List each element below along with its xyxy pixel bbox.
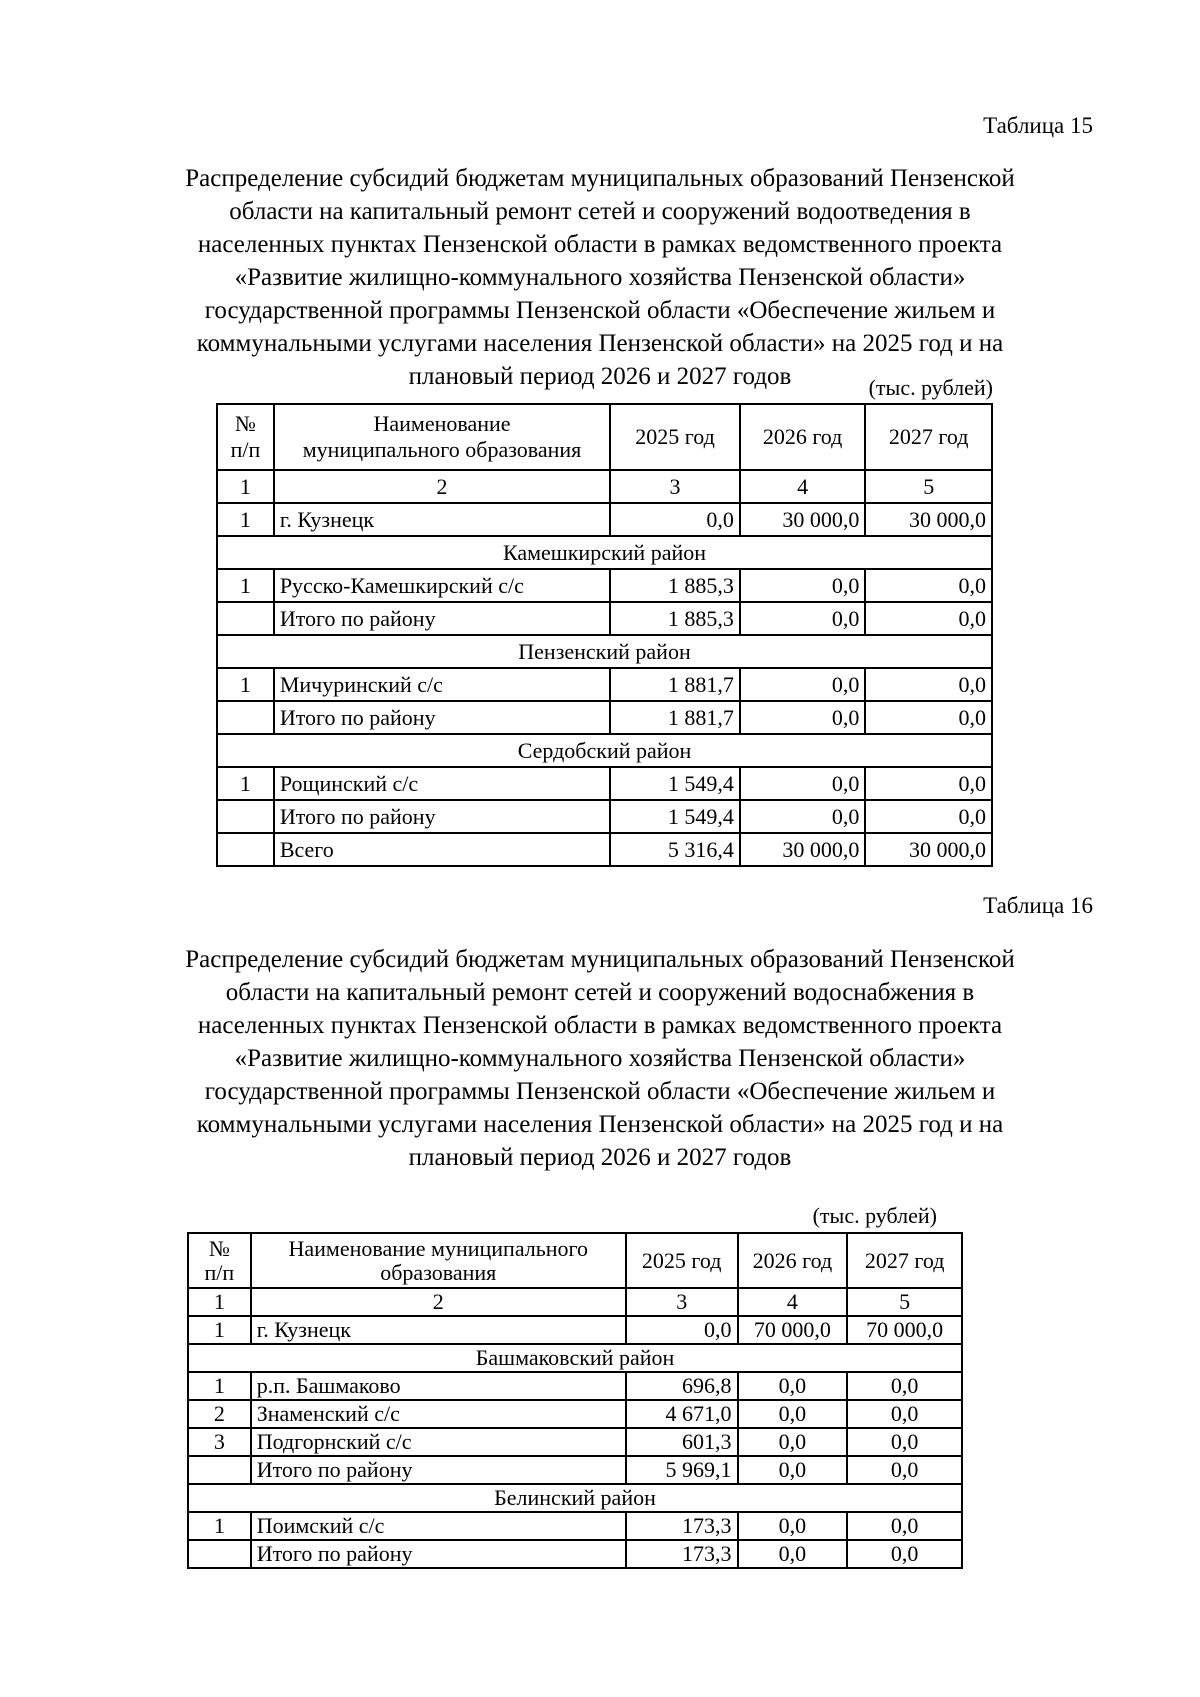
column-number-cell: 1 <box>217 470 274 503</box>
header-name: Наименование муниципального образования <box>274 404 610 470</box>
municipality-name: Поимский с/с <box>251 1512 626 1540</box>
value-2025: 173,3 <box>626 1540 738 1568</box>
table-16 <box>187 1232 963 1569</box>
header-name: Наименование муниципального образования <box>251 1233 626 1288</box>
row-number: 3 <box>188 1428 251 1456</box>
table-16-label: Таблица 16 <box>983 893 1093 918</box>
table-row <box>217 602 992 635</box>
column-number-cell: 4 <box>738 1288 848 1316</box>
title-line: «Развитие жилищно-коммунального хозяйства Пензенской области» <box>234 1045 966 1072</box>
value-2027: 0,0 <box>865 701 992 734</box>
value-2026: 0,0 <box>740 767 866 800</box>
column-number-cell: 5 <box>847 1288 962 1316</box>
table-row <box>217 503 992 536</box>
table-row <box>188 1400 962 1428</box>
column-number-cell: 5 <box>865 470 992 503</box>
row-number: 1 <box>217 503 274 536</box>
header-2025: 2025 год <box>610 404 740 470</box>
value-2027: 30 000,0 <box>865 503 992 536</box>
table-15 <box>216 403 993 867</box>
district-header-row <box>217 734 992 767</box>
table-row <box>217 800 992 833</box>
column-number-cell: 3 <box>626 1288 738 1316</box>
value-2026: 0,0 <box>740 569 866 602</box>
header-2025: 2025 год <box>626 1233 738 1288</box>
value-2027: 0,0 <box>865 668 992 701</box>
title-line: Распределение субсидий бюджетам муниципальных образований Пензенской <box>185 165 1015 192</box>
table-row <box>188 1456 962 1484</box>
table-15-body <box>217 470 992 866</box>
title-line: населенных пунктах Пензенской области в рамках ведомственного проекта <box>197 231 1003 258</box>
district-header-row <box>188 1484 962 1512</box>
value-2027: 0,0 <box>865 767 992 800</box>
title-line: плановый период 2026 и 2027 годов <box>408 363 792 390</box>
row-number: 1 <box>217 767 274 800</box>
table-row <box>217 668 992 701</box>
value-2026: 70 000,0 <box>738 1316 848 1344</box>
row-number <box>217 602 274 635</box>
value-2026: 0,0 <box>738 1400 848 1428</box>
table-row <box>188 1316 962 1344</box>
row-number: 1 <box>217 668 274 701</box>
column-number-cell: 2 <box>251 1288 626 1316</box>
value-2025: 696,8 <box>626 1372 738 1400</box>
title-line: плановый период 2026 и 2027 годов <box>408 1144 792 1171</box>
value-2026: 0,0 <box>738 1456 848 1484</box>
municipality-name: Итого по району <box>274 701 610 734</box>
value-2025: 1 881,7 <box>610 668 740 701</box>
row-number: 2 <box>188 1400 251 1428</box>
value-2027: 0,0 <box>847 1428 962 1456</box>
district-header-row <box>217 635 992 668</box>
value-2026: 0,0 <box>738 1512 848 1540</box>
header-row <box>188 1233 962 1288</box>
value-2026: 30 000,0 <box>740 503 866 536</box>
column-number-cell: 3 <box>610 470 740 503</box>
column-number-cell: 2 <box>274 470 610 503</box>
value-2026: 0,0 <box>740 800 866 833</box>
header-2026: 2026 год <box>738 1233 848 1288</box>
municipality-name: Рощинский с/с <box>274 767 610 800</box>
table-row <box>188 1540 962 1568</box>
value-2026: 0,0 <box>740 701 866 734</box>
title-line: коммунальными услугами населения Пензенской области» на 2025 год и на <box>196 330 1004 357</box>
value-2025: 4 671,0 <box>626 1400 738 1428</box>
value-2026: 0,0 <box>740 602 866 635</box>
title-line: государственной программы Пензенской области «Обеспечение жильем и <box>204 297 996 324</box>
value-2027: 0,0 <box>847 1512 962 1540</box>
value-2027: 0,0 <box>847 1456 962 1484</box>
value-2025: 5 316,4 <box>610 833 740 866</box>
column-number-cell: 1 <box>188 1288 251 1316</box>
header-2027: 2027 год <box>865 404 992 470</box>
value-2027: 0,0 <box>847 1372 962 1400</box>
title-line: коммунальными услугами населения Пензенской области» на 2025 год и на <box>196 1111 1004 1138</box>
district-header-row <box>217 536 992 569</box>
municipality-name: Итого по району <box>251 1456 626 1484</box>
municipality-name: Всего <box>274 833 610 866</box>
header-2027: 2027 год <box>847 1233 962 1288</box>
value-2025: 5 969,1 <box>626 1456 738 1484</box>
district-name: Сердобский район <box>217 734 992 767</box>
district-header-row <box>188 1344 962 1372</box>
district-name: Камешкирский район <box>217 536 992 569</box>
table-16-body <box>188 1288 962 1568</box>
header-row <box>217 404 992 470</box>
row-number <box>217 701 274 734</box>
municipality-name: г. Кузнецк <box>251 1316 626 1344</box>
value-2027: 70 000,0 <box>847 1316 962 1344</box>
header-num: № п/п <box>188 1233 251 1288</box>
municipality-name: Русско-Камешкирский с/с <box>274 569 610 602</box>
municipality-name: г. Кузнецк <box>274 503 610 536</box>
value-2025: 173,3 <box>626 1512 738 1540</box>
table-16-title <box>100 943 1100 1174</box>
value-2025: 601,3 <box>626 1428 738 1456</box>
table-row <box>217 767 992 800</box>
district-name: Белинский район <box>188 1484 962 1512</box>
header-num: № п/п <box>217 404 274 470</box>
value-2026: 0,0 <box>740 668 866 701</box>
value-2026: 0,0 <box>738 1372 848 1400</box>
table-15-title <box>100 162 1100 393</box>
row-number: 1 <box>217 569 274 602</box>
value-2025: 0,0 <box>610 503 740 536</box>
value-2026: 0,0 <box>738 1540 848 1568</box>
municipality-name: Подгорнский с/с <box>251 1428 626 1456</box>
value-2025: 1 885,3 <box>610 602 740 635</box>
row-number <box>188 1456 251 1484</box>
table-row <box>217 569 992 602</box>
value-2025: 1 885,3 <box>610 569 740 602</box>
row-number <box>188 1540 251 1568</box>
table-15-unit: (тыс. рублей) <box>868 375 993 400</box>
row-number <box>217 800 274 833</box>
value-2027: 0,0 <box>865 602 992 635</box>
column-number-row <box>188 1288 962 1316</box>
municipality-name: Итого по району <box>274 602 610 635</box>
district-name: Башмаковский район <box>188 1344 962 1372</box>
title-line: государственной программы Пензенской области «Обеспечение жильем и <box>204 1078 996 1105</box>
municipality-name: Итого по району <box>274 800 610 833</box>
table-15-label: Таблица 15 <box>983 113 1093 138</box>
row-number: 1 <box>188 1372 251 1400</box>
value-2025: 1 881,7 <box>610 701 740 734</box>
table-row <box>217 833 992 866</box>
municipality-name: Знаменский с/с <box>251 1400 626 1428</box>
table-row <box>188 1428 962 1456</box>
municipality-name: Итого по району <box>251 1540 626 1568</box>
header-2026: 2026 год <box>740 404 866 470</box>
title-line: населенных пунктах Пензенской области в рамках ведомственного проекта <box>197 1012 1003 1039</box>
table-row <box>217 701 992 734</box>
value-2027: 30 000,0 <box>865 833 992 866</box>
value-2026: 0,0 <box>738 1428 848 1456</box>
table-row <box>188 1512 962 1540</box>
municipality-name: Мичуринский с/с <box>274 668 610 701</box>
value-2027: 0,0 <box>847 1540 962 1568</box>
row-number: 1 <box>188 1512 251 1540</box>
title-line: «Развитие жилищно-коммунального хозяйства Пензенской области» <box>234 264 966 291</box>
title-line: области на капитальный ремонт сетей и сооружений водоотведения в <box>229 198 971 225</box>
value-2027: 0,0 <box>865 569 992 602</box>
column-number-cell: 4 <box>740 470 866 503</box>
title-line: области на капитальный ремонт сетей и сооружений водоснабжения в <box>225 979 975 1006</box>
value-2025: 1 549,4 <box>610 800 740 833</box>
table-16-unit: (тыс. рублей) <box>812 1203 937 1228</box>
row-number: 1 <box>188 1316 251 1344</box>
value-2025: 0,0 <box>626 1316 738 1344</box>
table-row <box>188 1372 962 1400</box>
value-2027: 0,0 <box>847 1400 962 1428</box>
title-line: Распределение субсидий бюджетам муниципальных образований Пензенской <box>185 946 1015 973</box>
value-2026: 30 000,0 <box>740 833 866 866</box>
municipality-name: р.п. Башмаково <box>251 1372 626 1400</box>
value-2025: 1 549,4 <box>610 767 740 800</box>
row-number <box>217 833 274 866</box>
value-2027: 0,0 <box>865 800 992 833</box>
column-number-row <box>217 470 992 503</box>
district-name: Пензенский район <box>217 635 992 668</box>
